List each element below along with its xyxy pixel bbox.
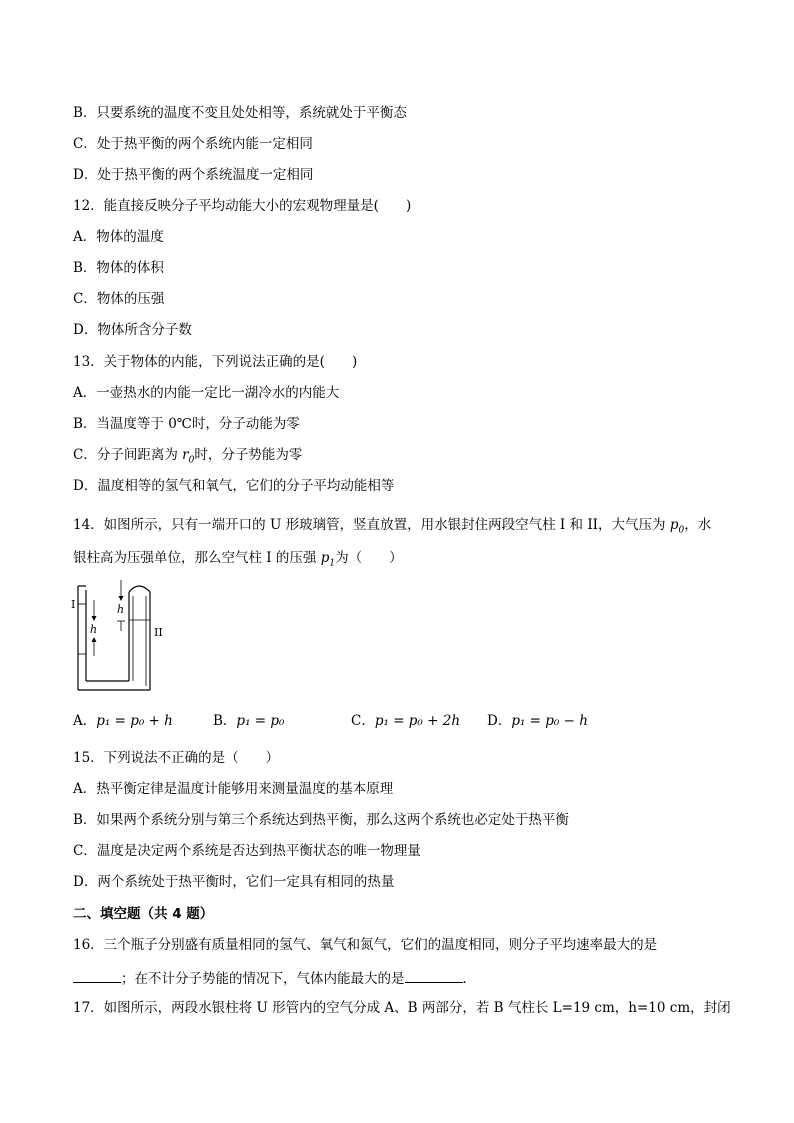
q14-option-b: B．p₁ = p₀ [213, 713, 285, 729]
q14-option-d: D．p₁ = p₀ − h [487, 713, 588, 729]
figure-label-i: I [71, 598, 76, 611]
q11-option-c: C．处于热平衡的两个系统内能一定相同 [73, 136, 313, 152]
q13-option-d: D．温度相等的氢气和氧气，它们的分子平均动能相等 [73, 478, 395, 494]
q16-blank-2[interactable] [405, 968, 463, 983]
q15-option-c: C．温度是决定两个系统是否达到热平衡状态的唯一物理量 [73, 843, 421, 859]
q11-option-d: D．处于热平衡的两个系统温度一定相同 [73, 167, 314, 183]
figure-label-ii: II [154, 626, 163, 639]
q16-blank-1[interactable] [73, 968, 121, 983]
q13-stem: 13．关于物体的内能，下列说法正确的是( ) [73, 354, 358, 370]
q14-option-c: C．p₁ = p₀ + 2h [351, 713, 461, 729]
q16-line2: ；在不计分子势能的情况下，气体内能最大的是 ． [73, 968, 476, 988]
q15-option-d: D．两个系统处于热平衡时，它们一定具有相同的热量 [73, 874, 395, 890]
q12-option-a: A．物体的温度 [73, 229, 164, 245]
q14-option-a: A．p₁ = p₀ + h [73, 713, 173, 729]
q14-stem-line2: 银柱高为压强单位，那么空气柱 I 的压强 $p_1$为（ ） [73, 550, 403, 569]
section-heading-fill-in: 二、填空题（共 4 题） [73, 906, 214, 922]
q13-option-a: A．一壶热水的内能一定比一湖冷水的内能大 [73, 385, 340, 401]
q12-stem: 12．能直接反映分子平均动能大小的宏观物理量是( ) [73, 198, 412, 214]
q15-option-b: B．如果两个系统分别与第三个系统达到热平衡，那么这两个系统也必定处于热平衡 [73, 812, 569, 828]
q15-stem: 15．下列说法不正确的是（ ） [73, 750, 280, 766]
q14-stem-line1: 14．如图所示，只有一端开口的 U 形玻璃管，竖直放置，用水银封住两段空气柱 I 和 II，大气压为 $p_0$，水 [73, 517, 712, 536]
q12-option-c: C．物体的压强 [73, 291, 165, 307]
q13-option-b: B．当温度等于 0℃时，分子动能为零 [73, 416, 300, 432]
q17-stem: 17．如图所示，两段水银柱将 U 形管内的空气分成 A、B 两部分，若 B 气柱长 L=19 cm，h=10 cm，封闭 [73, 1000, 731, 1016]
q12-option-b: B．物体的体积 [73, 260, 164, 276]
figure-label-h-right: h [117, 603, 125, 616]
u-tube-figure [66, 578, 161, 696]
q12-option-d: D．物体所含分子数 [73, 322, 192, 338]
q16-line1: 16．三个瓶子分别盛有质量相同的氢气、氧气和氮气，它们的温度相同，则分子平均速率最大的是 [73, 937, 658, 953]
q15-option-a: A．热平衡定律是温度计能够用来测量温度的基本原理 [73, 781, 394, 797]
figure-label-h-left: h [90, 623, 98, 636]
q13-option-c: C．分子间距离为 $r_0$时，分子势能为零 [73, 447, 303, 466]
q11-option-b: B．只要系统的温度不变且处处相等，系统就处于平衡态 [73, 105, 407, 121]
